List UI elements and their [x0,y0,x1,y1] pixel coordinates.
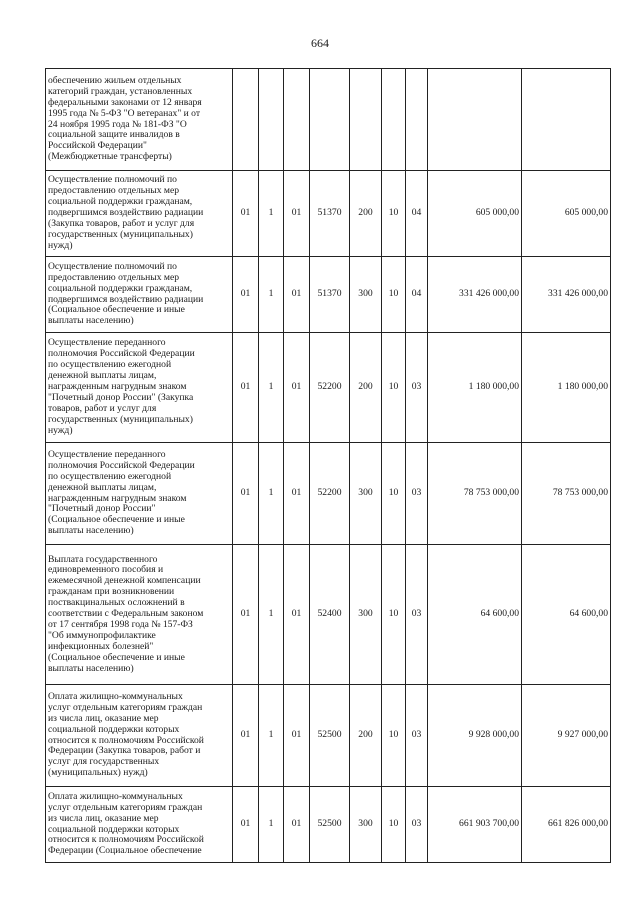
amount-cell: 64 600,00 [428,545,522,685]
code-cell: 03 [406,685,428,787]
table-row [46,787,611,863]
code-cell: 1 [259,333,284,443]
code-cell: 10 [382,787,406,863]
amount-cell: 9 927 000,00 [522,685,611,787]
code-cell: 51370 [310,257,350,333]
code-cell: 03 [406,545,428,685]
amount-cell: 78 753 000,00 [522,443,611,545]
budget-table [45,68,611,863]
code-cell: 10 [382,257,406,333]
code-cell: 01 [233,333,259,443]
amount-cell: 9 928 000,00 [428,685,522,787]
table-row [46,69,611,171]
table-row [46,171,611,257]
code-cell [284,69,310,171]
code-cell: 10 [382,333,406,443]
table-row [46,685,611,787]
code-cell: 1 [259,685,284,787]
code-cell: 03 [406,333,428,443]
row-description: Осуществление полномочий по предоставлению отдельных мер социальной поддержки гражданам, подвергшимся воздействию радиации (Закупка товаров, работ и услуг для государственных (муниципальных) нужд) [46,171,233,257]
code-cell: 1 [259,257,284,333]
code-cell: 300 [350,257,382,333]
amount-cell: 661 903 700,00 [428,787,522,863]
code-cell: 1 [259,171,284,257]
page-number: 664 [311,36,329,50]
code-cell: 01 [284,787,310,863]
code-cell: 01 [233,257,259,333]
code-cell: 01 [233,443,259,545]
code-cell: 300 [350,443,382,545]
code-cell: 01 [233,545,259,685]
table-row [46,545,611,685]
code-cell [406,69,428,171]
code-cell: 01 [233,171,259,257]
row-description: Осуществление полномочий по предоставлению отдельных мер социальной поддержки гражданам, подвергшимся воздействию радиации (Социальное обеспечение и иные выплаты населению) [46,257,233,333]
code-cell: 10 [382,685,406,787]
code-cell: 01 [284,443,310,545]
code-cell: 1 [259,787,284,863]
row-description: обеспечению жильем отдельных категорий граждан, установленных федеральными законами от 12 января 1995 года № 5-ФЗ "О ветеранах" и от 24 ноября 1995 года № 181-ФЗ "О социальной защите инвалидов в Российской Федерации" (Межбюджетные трансферты) [46,69,233,171]
code-cell: 1 [259,545,284,685]
code-cell: 10 [382,443,406,545]
code-cell [259,69,284,171]
amount-cell: 1 180 000,00 [428,333,522,443]
amount-cell: 605 000,00 [428,171,522,257]
code-cell: 01 [284,685,310,787]
row-description: Оплата жилищно-коммунальных услуг отдельным категориям граждан из числа лиц, оказание мер социальной поддержки которых относится к полномочиям Российской Федерации (Закупка товаров, работ и услуг для государственных (муниципальных) нужд) [46,685,233,787]
code-cell: 10 [382,545,406,685]
amount-cell: 331 426 000,00 [522,257,611,333]
code-cell: 01 [284,333,310,443]
row-description: Осуществление переданного полномочия Российской Федерации по осуществлению ежегодной денежной выплаты лицам, награжденным нагрудным знаком "Почетный донор России" (Социальное обеспечение и иные выплаты населению) [46,443,233,545]
amount-cell: 331 426 000,00 [428,257,522,333]
code-cell: 52500 [310,685,350,787]
code-cell: 200 [350,685,382,787]
code-cell: 300 [350,545,382,685]
amount-cell [522,69,611,171]
table-row [46,333,611,443]
code-cell [310,69,350,171]
code-cell: 52400 [310,545,350,685]
code-cell: 01 [233,685,259,787]
code-cell: 03 [406,443,428,545]
code-cell: 04 [406,257,428,333]
code-cell: 52200 [310,443,350,545]
table-body [46,69,611,863]
amount-cell: 1 180 000,00 [522,333,611,443]
code-cell: 200 [350,171,382,257]
table-row [46,257,611,333]
code-cell: 51370 [310,171,350,257]
code-cell: 03 [406,787,428,863]
row-description: Выплата государственного единовременного пособия и ежемесячной денежной компенсации гражданам при возникновении поствакцинальных осложнений в соответствии с Федеральным законом от 17 сентября 1998 года № 157-ФЗ "Об иммунопрофилактике инфекционных болезней" (Социальное обеспечение и иные выплаты населению) [46,545,233,685]
code-cell [233,69,259,171]
row-description: Оплата жилищно-коммунальных услуг отдельным категориям граждан из числа лиц, оказание мер социальной поддержки которых относится к полномочиям Российской Федерации (Социальное обеспечение [46,787,233,863]
table-row [46,443,611,545]
code-cell: 01 [284,545,310,685]
code-cell: 52500 [310,787,350,863]
amount-cell: 661 826 000,00 [522,787,611,863]
code-cell: 200 [350,333,382,443]
code-cell: 1 [259,443,284,545]
amount-cell: 64 600,00 [522,545,611,685]
code-cell: 300 [350,787,382,863]
code-cell [382,69,406,171]
code-cell: 10 [382,171,406,257]
amount-cell: 78 753 000,00 [428,443,522,545]
amount-cell: 605 000,00 [522,171,611,257]
code-cell: 52200 [310,333,350,443]
code-cell [350,69,382,171]
code-cell: 01 [284,171,310,257]
row-description: Осуществление переданного полномочия Российской Федерации по осуществлению ежегодной денежной выплаты лицам, награжденным нагрудным знаком "Почетный донор России" (Закупка товаров, работ и услуг для государственных (муниципальных) нужд) [46,333,233,443]
code-cell: 01 [233,787,259,863]
amount-cell [428,69,522,171]
code-cell: 04 [406,171,428,257]
code-cell: 01 [284,257,310,333]
